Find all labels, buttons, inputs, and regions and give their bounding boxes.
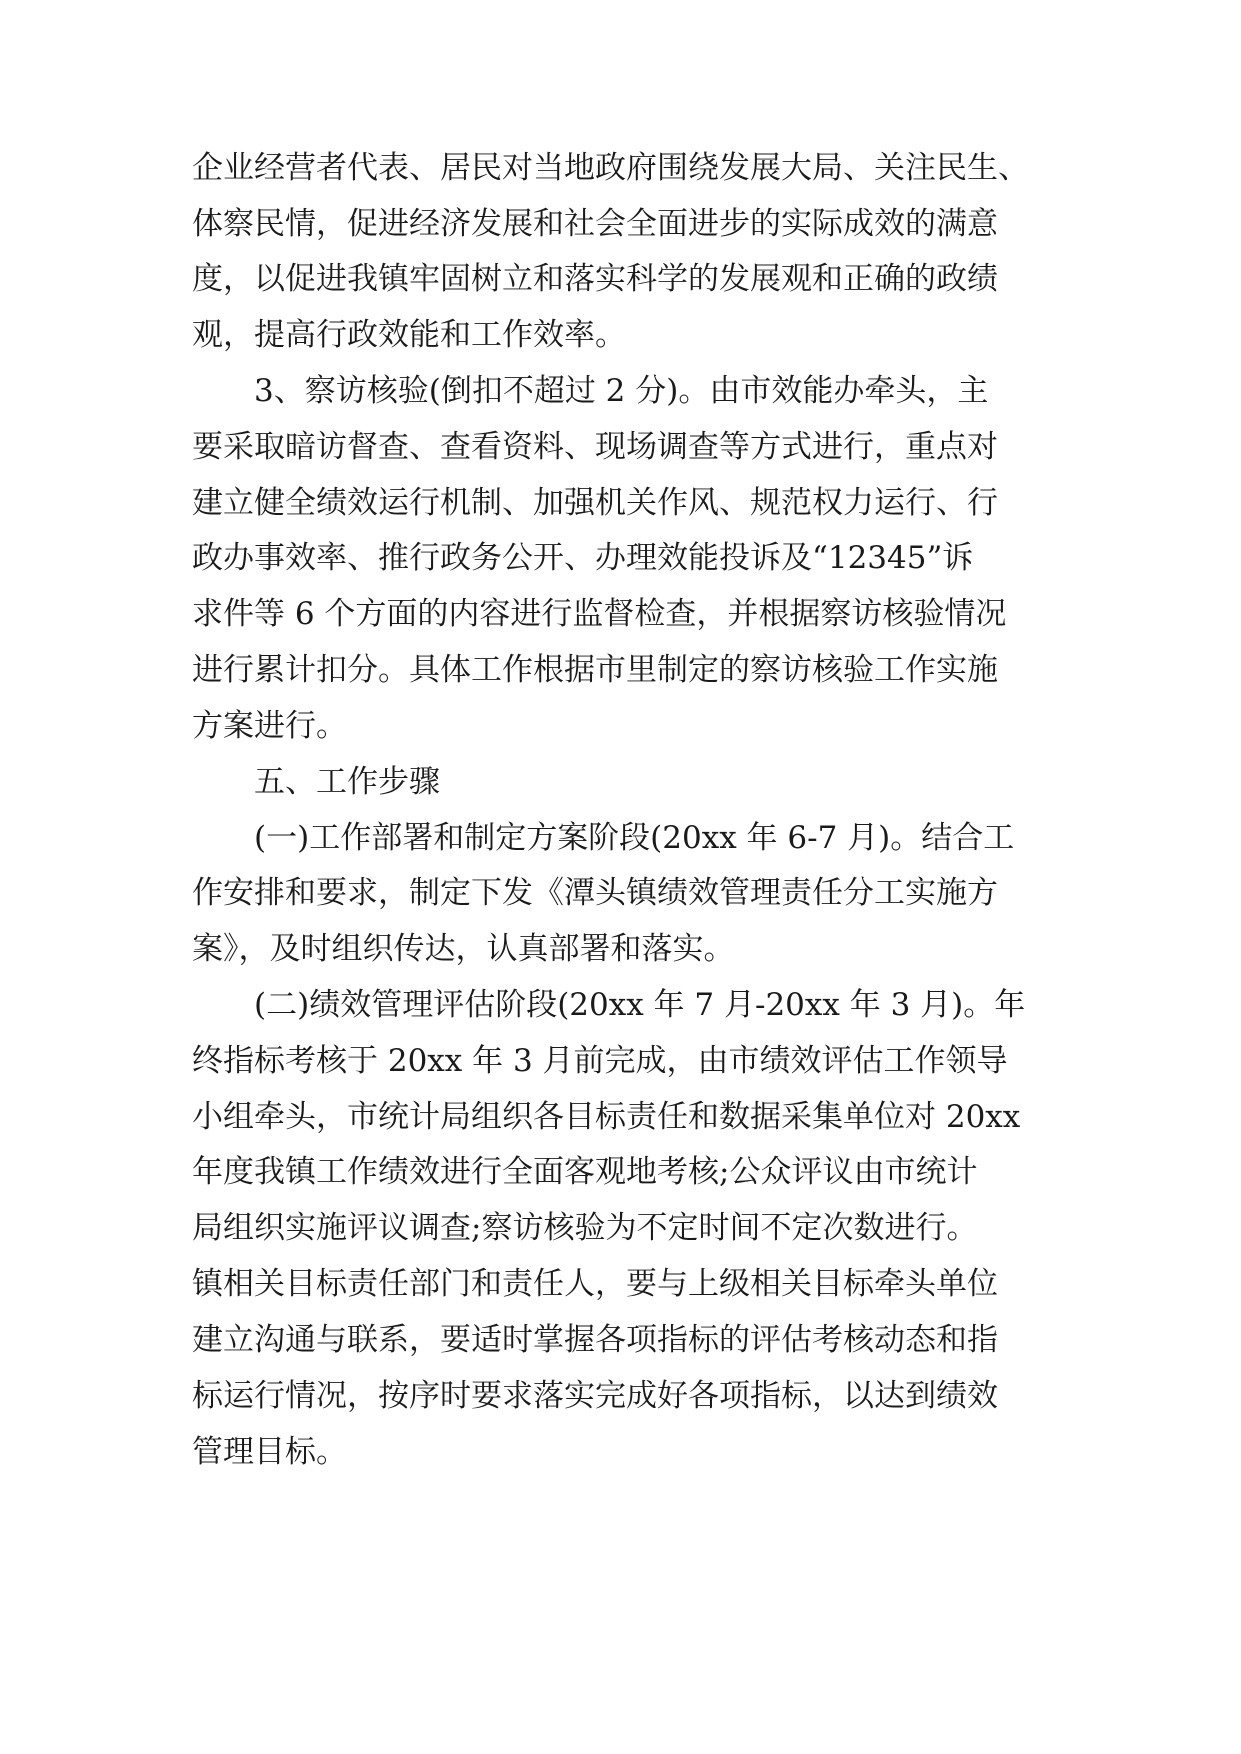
text-line: 观，提高行政效能和工作效率。 [192, 317, 626, 353]
text-line: 建立健全绩效运行机制、加强机关作风、规范权力运行、行 [192, 485, 998, 521]
text-line: 建立沟通与联系，要适时掌握各项指标的评估考核动态和指 [192, 1322, 998, 1358]
text-line: 企业经营者代表、居民对当地政府围绕发展大局、关注民生、 [192, 150, 1029, 186]
text-line: 标运行情况，按序时要求落实完成好各项指标，以达到绩效 [192, 1378, 998, 1414]
text-line: 小组牵头，市统计局组织各目标责任和数据采集单位对 20xx [192, 1099, 1021, 1135]
text-line: (一)工作部署和制定方案阶段(20xx 年 6-7 月)。结合工 [254, 820, 1015, 856]
text-line: 体察民情，促进经济发展和社会全面进步的实际成效的满意 [192, 206, 998, 242]
text-line: 3、察访核验(倒扣不超过 2 分)。由市效能办牵头，主 [254, 373, 989, 409]
section-heading: 五、工作步骤 [254, 764, 440, 800]
text-line: 要采取暗访督查、查看资料、现场调查等方式进行，重点对 [192, 429, 998, 465]
text-line: 案》，及时组织传达，认真部署和落实。 [192, 931, 735, 967]
text-line: 进行累计扣分。具体工作根据市里制定的察访核验工作实施 [192, 652, 998, 688]
text-line: 求件等 6 个方面的内容进行监督检查，并根据察访核验情况 [192, 596, 1007, 632]
text-line: 镇相关目标责任部门和责任人，要与上级相关目标牵头单位 [192, 1266, 998, 1302]
text-line: 作安排和要求，制定下发《潭头镇绩效管理责任分工实施方 [192, 875, 998, 911]
text-line: 终指标考核于 20xx 年 3 月前完成，由市绩效评估工作领导 [192, 1043, 1008, 1079]
text-line: 方案进行。 [192, 708, 347, 744]
text-line: 年度我镇工作绩效进行全面客观地考核;公众评议由市统计 [192, 1154, 978, 1190]
text-line: 管理目标。 [192, 1434, 347, 1470]
text-line: 局组织实施评议调查;察访核验为不定时间不定次数进行。 [192, 1210, 978, 1246]
text-line: (二)绩效管理评估阶段(20xx 年 7 月-20xx 年 3 月)。年 [254, 987, 1026, 1023]
text-line: 政办事效率、推行政务公开、办理效能投诉及“12345”诉 [192, 540, 974, 576]
text-line: 度，以促进我镇牢固树立和落实科学的发展观和正确的政绩 [192, 261, 998, 297]
